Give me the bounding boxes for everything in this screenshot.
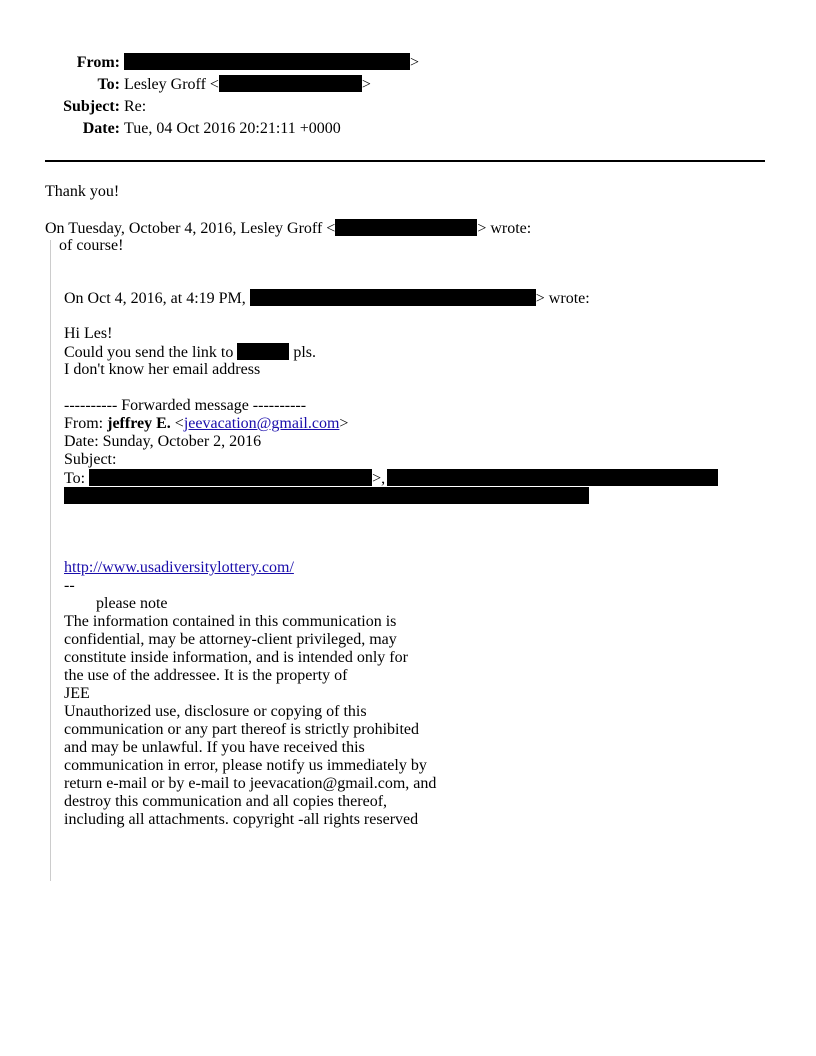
please-note-text: please note: [96, 595, 168, 612]
disclaimer-line: JEE: [64, 685, 90, 702]
quoted-intro-post: > wrote:: [535, 290, 590, 307]
redaction-block: [64, 487, 589, 504]
redaction-block: [124, 53, 410, 70]
send-pre: Could you send the link to: [64, 344, 238, 361]
redaction-block: [237, 343, 289, 360]
to-value: [124, 75, 371, 95]
forwarded-divider: ---------- Forwarded message ----------: [64, 397, 307, 414]
from-close: >: [410, 54, 420, 71]
disclaimer-line: destroy this communication and all copies thereof,: [64, 793, 388, 810]
disclaimer-line: return e-mail or by e-mail to jeevacation@gmail.com, and: [64, 775, 437, 792]
reply-intro-post: > wrote:: [477, 220, 532, 237]
disclaimer-line: constitute inside information, and is intended only for: [64, 649, 408, 666]
subject-label: Subject:: [63, 98, 120, 115]
dont-know-text: I don't know her email address: [64, 361, 261, 378]
reply-intro-pre: On Tuesday, October 4, 2016, Lesley Groff <: [45, 220, 336, 237]
from-value: [124, 53, 419, 73]
forwarded-subject: Subject:: [64, 451, 117, 468]
disclaimer-line: communication or any part thereof is strictly prohibited: [64, 721, 420, 738]
signature-dash: --: [64, 577, 75, 594]
subject-value: Re:: [124, 98, 147, 115]
send-link-text: [64, 343, 316, 361]
disclaimer-line: The information contained in this communication is: [64, 613, 397, 630]
forwarded-from: [64, 415, 348, 433]
date-label: Date:: [82, 120, 120, 137]
forwarded-from-open: <: [170, 415, 184, 432]
redaction-block: [219, 75, 362, 92]
from-label: From:: [76, 54, 120, 71]
date-value: Tue, 04 Oct 2016 20:21:11 +0000: [124, 120, 341, 137]
redaction-block: [89, 469, 372, 486]
disclaimer-line: confidential, may be attorney-client privileged, may: [64, 631, 397, 648]
diversity-link-line: [64, 559, 294, 577]
disclaimer-line: the use of the addressee. It is the property of: [64, 667, 348, 684]
to-name: Lesley Groff <: [124, 76, 219, 93]
greeting-text: Hi Les!: [64, 325, 113, 342]
disclaimer-line: communication in error, please notify us immediately by: [64, 757, 427, 774]
to-close: >: [361, 76, 371, 93]
disclaimer-line: and may be unlawful. If you have received this: [64, 739, 365, 756]
to-label: To:: [97, 76, 120, 93]
forwarded-from-close: >: [339, 415, 349, 432]
redaction-block: [250, 289, 536, 306]
send-post: pls.: [289, 344, 316, 361]
forwarded-to-sep: >,: [372, 470, 386, 487]
thanks-text: Thank you!: [45, 183, 120, 200]
forwarded-from-email-link[interactable]: jeevacation@gmail.com: [183, 415, 340, 432]
disclaimer-line: including all attachments. copyright -all rights reserved: [64, 811, 419, 828]
redaction-block: [335, 219, 477, 236]
quote-bar: [50, 240, 51, 881]
reply-intro: [45, 219, 531, 237]
forwarded-date: Date: Sunday, October 2, 2016: [64, 433, 262, 450]
forwarded-from-name: jeffrey E.: [107, 415, 171, 432]
quoted-intro-pre: On Oct 4, 2016, at 4:19 PM,: [64, 290, 250, 307]
diversity-lottery-link[interactable]: http://www.usadiversitylottery.com/: [64, 559, 294, 576]
forwarded-from-label: From:: [64, 415, 108, 432]
forwarded-to: [64, 469, 718, 487]
forwarded-to-label: To:: [64, 470, 90, 487]
header-divider: [45, 160, 765, 162]
of-course-text: of course!: [59, 237, 124, 254]
redaction-block: [387, 469, 718, 486]
quoted-intro: [64, 289, 590, 307]
disclaimer-line: Unauthorized use, disclosure or copying of this: [64, 703, 367, 720]
